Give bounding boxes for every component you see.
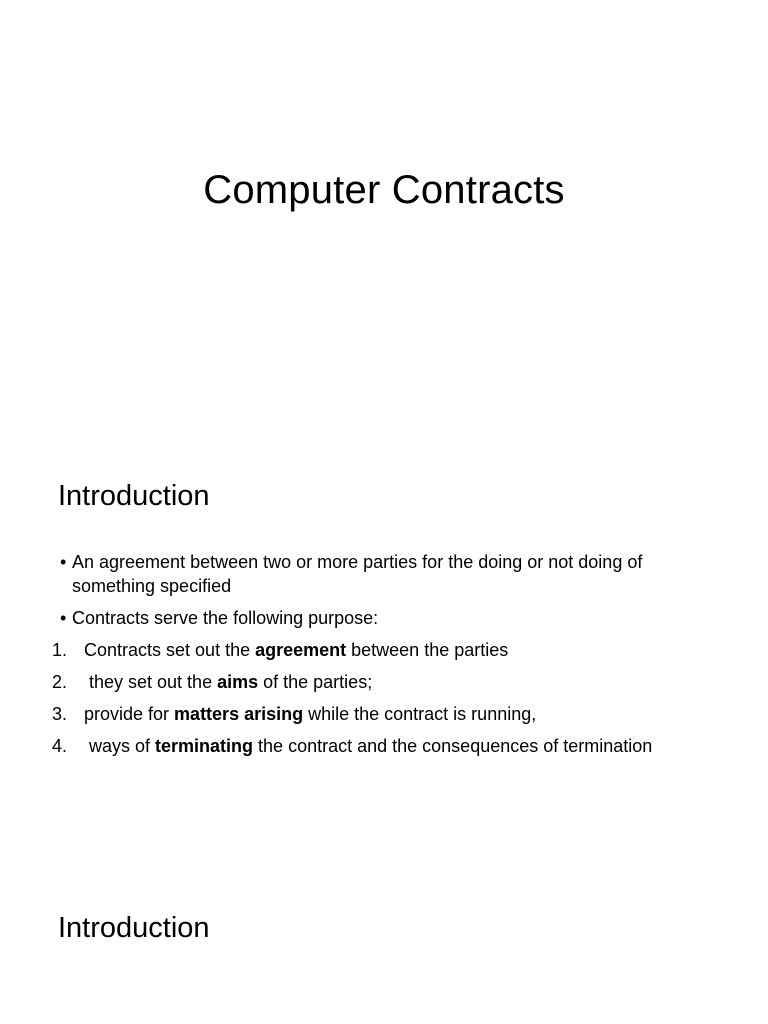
item-number: 4. — [52, 736, 68, 756]
item-number: 3. — [52, 704, 68, 724]
slide-heading: Introduction — [58, 912, 210, 944]
slide-heading: Introduction — [58, 480, 210, 512]
numbered-item — [52, 702, 698, 726]
item-text: Contracts set out the agreement between the parties — [84, 640, 509, 660]
item-text: ways of terminating the contract and the consequences of termination — [84, 736, 653, 756]
bullet-item — [58, 550, 698, 598]
introduction-slide-2 — [0, 864, 768, 1024]
introduction-slide — [0, 432, 768, 864]
title-slide — [0, 0, 768, 432]
bullet-text: Contracts serve the following purpose: — [72, 608, 379, 628]
item-text: they set out the aims of the parties; — [84, 672, 373, 692]
numbered-item — [52, 734, 698, 758]
numbered-item — [52, 670, 698, 694]
bullet-icon: • — [60, 552, 67, 572]
presentation-title: Computer Contracts — [203, 168, 565, 212]
numbered-item — [52, 638, 698, 662]
bullet-item — [58, 606, 698, 630]
bullet-text: An agreement between two or more parties for the doing or not doing of something specified — [72, 552, 643, 596]
item-number: 2. — [52, 672, 68, 692]
item-number: 1. — [52, 640, 68, 660]
item-text: provide for matters arising while the contract is running, — [84, 704, 537, 724]
slide-body-list — [52, 550, 698, 766]
bullet-icon: • — [60, 608, 67, 628]
